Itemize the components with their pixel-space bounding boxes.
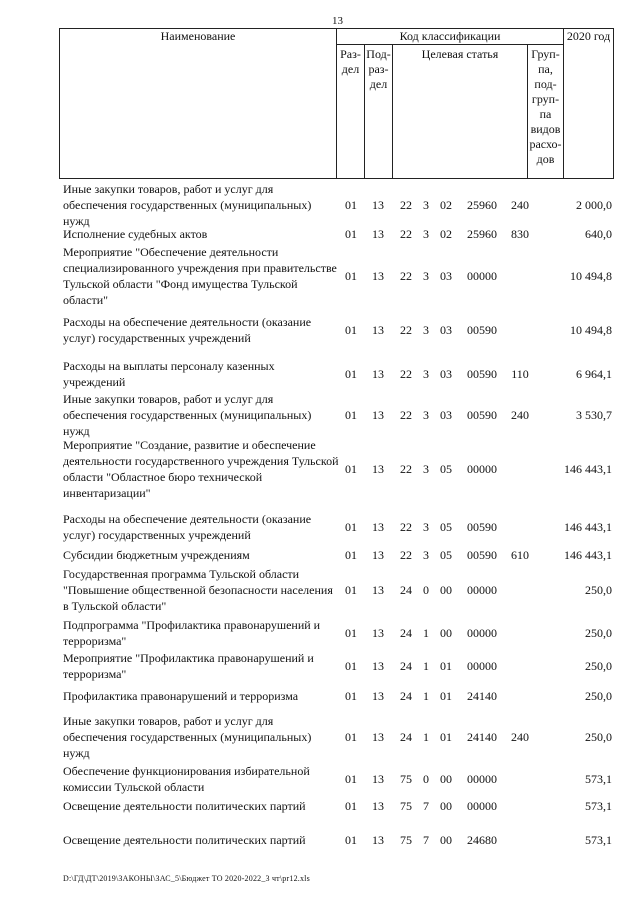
row-c3: 02: [440, 198, 452, 212]
page-number: 13: [332, 15, 343, 27]
row-c4: 25960: [467, 198, 497, 212]
row-podr: 13: [372, 583, 384, 597]
row-c2: 1: [423, 730, 429, 744]
row-c3: 05: [440, 548, 452, 562]
row-name: Расходы на выплаты персоналу казенных учреждений: [63, 359, 275, 389]
row-c2: 3: [423, 198, 429, 212]
row-c3: 00: [440, 799, 452, 813]
row-c4: 24140: [467, 689, 497, 703]
row-amt: 250,0: [585, 730, 612, 744]
row-c1: 24: [400, 659, 412, 673]
row-c4: 00590: [467, 548, 497, 562]
row-c1: 24: [400, 689, 412, 703]
table-row: [0, 314, 640, 346]
table-row: [0, 547, 640, 563]
row-c1: 22: [400, 227, 412, 241]
table-row: [0, 511, 640, 543]
row-c2: 3: [423, 548, 429, 562]
row-c1: 22: [400, 269, 412, 283]
row-name: Исполнение судебных актов: [63, 227, 208, 241]
row-razd: 01: [345, 833, 357, 847]
row-podr: 13: [372, 689, 384, 703]
row-c4: 00000: [467, 659, 497, 673]
row-amt: 3 530,7: [576, 408, 612, 422]
row-name: Обеспечение функционирования избирательной комиссии Тульской области: [63, 764, 310, 794]
row-grp: 610: [511, 548, 529, 562]
row-c4: 00590: [467, 520, 497, 534]
row-c1: 24: [400, 583, 412, 597]
row-c3: 01: [440, 730, 452, 744]
row-razd: 01: [345, 323, 357, 337]
row-c2: 1: [423, 626, 429, 640]
row-name: Иные закупки товаров, работ и услуг для обеспечения государственных (муниципальных) нужд: [63, 182, 312, 228]
table-row: [0, 798, 640, 814]
row-razd: 01: [345, 659, 357, 673]
row-c4: 00590: [467, 408, 497, 422]
row-podr: 13: [372, 659, 384, 673]
table-row: [0, 763, 640, 795]
file-path: D:\ГД\ДТ\2019\ЗАКОНЫ\ЗАС_5\Бюджет ТО 2020-2022_3 чт\pr12.xls: [63, 874, 310, 883]
row-c2: 0: [423, 772, 429, 786]
row-razd: 01: [345, 269, 357, 283]
row-podr: 13: [372, 462, 384, 476]
row-razd: 01: [345, 583, 357, 597]
row-c1: 22: [400, 462, 412, 476]
row-c1: 75: [400, 799, 412, 813]
row-name: Освещение деятельности политических партий: [63, 833, 306, 847]
row-razd: 01: [345, 689, 357, 703]
row-razd: 01: [345, 626, 357, 640]
table-row: [0, 832, 640, 848]
row-c1: 22: [400, 367, 412, 381]
header-razdel: Раз- дел: [337, 45, 365, 179]
row-c4: 00000: [467, 583, 497, 597]
row-amt: 573,1: [585, 772, 612, 786]
row-c2: 3: [423, 408, 429, 422]
table-row: [0, 244, 640, 308]
row-amt: 10 494,8: [570, 269, 612, 283]
table-row: [0, 688, 640, 704]
table-row: [0, 181, 640, 229]
row-c3: 01: [440, 659, 452, 673]
table-row: [0, 437, 640, 501]
row-name: Субсидии бюджетным учреждениям: [63, 548, 250, 562]
row-c4: 00000: [467, 799, 497, 813]
row-c2: 1: [423, 689, 429, 703]
row-amt: 573,1: [585, 799, 612, 813]
row-c1: 22: [400, 408, 412, 422]
row-podr: 13: [372, 323, 384, 337]
row-amt: 10 494,8: [570, 323, 612, 337]
row-c1: 24: [400, 730, 412, 744]
table-row: [0, 391, 640, 439]
row-amt: 146 443,1: [564, 462, 612, 476]
row-c4: 00000: [467, 772, 497, 786]
row-name: Подпрограмма "Профилактика правонарушений и терроризма": [63, 618, 321, 648]
row-amt: 6 964,1: [576, 367, 612, 381]
row-c1: 22: [400, 548, 412, 562]
header-name: Наименование: [60, 29, 337, 179]
row-grp: 240: [511, 730, 529, 744]
row-name: Профилактика правонарушений и терроризма: [63, 689, 299, 703]
row-amt: 640,0: [585, 227, 612, 241]
row-c4: 24140: [467, 730, 497, 744]
row-c3: 02: [440, 227, 452, 241]
row-c3: 00: [440, 772, 452, 786]
row-grp: 830: [511, 227, 529, 241]
row-c4: 24680: [467, 833, 497, 847]
row-name: Иные закупки товаров, работ и услуг для обеспечения государственных (муниципальных) нужд: [63, 714, 312, 760]
row-c2: 0: [423, 583, 429, 597]
row-c2: 3: [423, 462, 429, 476]
row-name: Мероприятие "Обеспечение деятельности специализированного учреждения при правительстве Тульской области "Фонд имущества Тульской области": [63, 245, 337, 307]
header-year: 2020 год: [564, 29, 614, 179]
row-c1: 22: [400, 323, 412, 337]
row-name: Мероприятие "Создание, развитие и обеспечение деятельности государственного учреждения Тульской области "Областное бюро технической инвентаризации": [63, 438, 339, 500]
row-c3: 00: [440, 583, 452, 597]
row-c2: 7: [423, 799, 429, 813]
row-amt: 2 000,0: [576, 198, 612, 212]
row-razd: 01: [345, 198, 357, 212]
row-podr: 13: [372, 833, 384, 847]
table-header: [59, 28, 614, 179]
header-podrazdel: Под- раз- дел: [365, 45, 393, 179]
row-c3: 05: [440, 520, 452, 534]
row-podr: 13: [372, 198, 384, 212]
row-podr: 13: [372, 520, 384, 534]
row-podr: 13: [372, 408, 384, 422]
table-row: [0, 617, 640, 649]
row-c4: 00000: [467, 462, 497, 476]
row-razd: 01: [345, 462, 357, 476]
row-podr: 13: [372, 367, 384, 381]
row-amt: 146 443,1: [564, 520, 612, 534]
row-c4: 25960: [467, 227, 497, 241]
table-row: [0, 358, 640, 390]
row-razd: 01: [345, 772, 357, 786]
row-podr: 13: [372, 626, 384, 640]
row-grp: 110: [511, 367, 529, 381]
row-amt: 573,1: [585, 833, 612, 847]
table-row: [0, 226, 640, 242]
row-amt: 250,0: [585, 659, 612, 673]
row-name: Расходы на обеспечение деятельности (оказание услуг) государственных учреждений: [63, 315, 312, 345]
row-c2: 7: [423, 833, 429, 847]
row-amt: 250,0: [585, 583, 612, 597]
row-c2: 1: [423, 659, 429, 673]
header-celevaya: Целевая статья: [393, 45, 528, 179]
table-row: [0, 713, 640, 761]
row-c2: 3: [423, 227, 429, 241]
table-row: [0, 650, 640, 682]
row-c4: 00590: [467, 323, 497, 337]
row-c3: 03: [440, 367, 452, 381]
row-razd: 01: [345, 520, 357, 534]
row-grp: 240: [511, 408, 529, 422]
row-podr: 13: [372, 548, 384, 562]
row-amt: 250,0: [585, 689, 612, 703]
row-c3: 00: [440, 833, 452, 847]
row-razd: 01: [345, 408, 357, 422]
row-c3: 00: [440, 626, 452, 640]
row-name: Освещение деятельности политических партий: [63, 799, 306, 813]
row-razd: 01: [345, 799, 357, 813]
row-c2: 3: [423, 323, 429, 337]
row-name: Иные закупки товаров, работ и услуг для обеспечения государственных (муниципальных) нужд: [63, 392, 312, 438]
row-c2: 3: [423, 269, 429, 283]
row-c1: 75: [400, 833, 412, 847]
row-podr: 13: [372, 227, 384, 241]
row-c3: 03: [440, 323, 452, 337]
row-c2: 3: [423, 367, 429, 381]
row-podr: 13: [372, 772, 384, 786]
row-c3: 03: [440, 408, 452, 422]
row-amt: 146 443,1: [564, 548, 612, 562]
row-name: Расходы на обеспечение деятельности (оказание услуг) государственных учреждений: [63, 512, 312, 542]
row-amt: 250,0: [585, 626, 612, 640]
row-c1: 22: [400, 198, 412, 212]
row-podr: 13: [372, 269, 384, 283]
row-razd: 01: [345, 367, 357, 381]
row-c4: 00000: [467, 269, 497, 283]
row-podr: 13: [372, 730, 384, 744]
row-razd: 01: [345, 730, 357, 744]
row-c1: 22: [400, 520, 412, 534]
table-row: [0, 566, 640, 614]
row-grp: 240: [511, 198, 529, 212]
row-razd: 01: [345, 548, 357, 562]
row-name: Государственная программа Тульской области "Повышение общественной безопасности населения в Тульской области": [63, 567, 333, 613]
row-c4: 00590: [467, 367, 497, 381]
header-gruppa: Груп- па, под- груп- па видов расхо- дов: [528, 45, 564, 179]
row-c4: 00000: [467, 626, 497, 640]
row-c1: 24: [400, 626, 412, 640]
row-c3: 03: [440, 269, 452, 283]
row-c2: 3: [423, 520, 429, 534]
row-c1: 75: [400, 772, 412, 786]
row-c3: 01: [440, 689, 452, 703]
row-razd: 01: [345, 227, 357, 241]
row-name: Мероприятие "Профилактика правонарушений и терроризма": [63, 651, 314, 681]
row-podr: 13: [372, 799, 384, 813]
header-code: Код классификации: [337, 29, 564, 45]
row-c3: 05: [440, 462, 452, 476]
